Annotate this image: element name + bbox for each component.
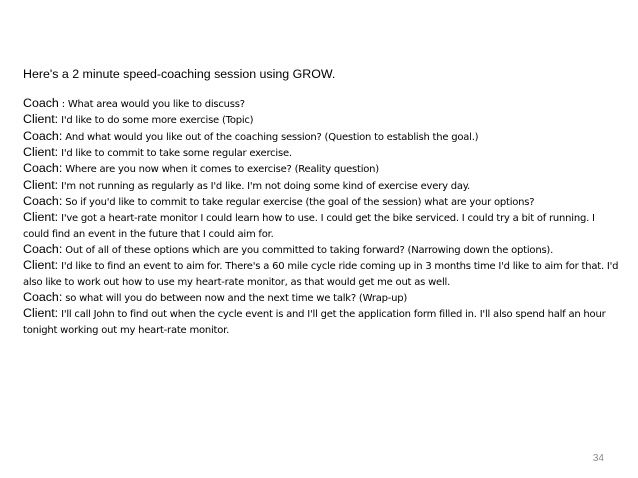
speaker-label: Coach: (23, 128, 63, 143)
turn-text: I'd like to do some more exercise (Topic) (58, 115, 254, 127)
speaker-label: Coach: (23, 242, 63, 257)
turn-text: And what would you like out of the coaching session? (Question to establish the goal.) (62, 131, 479, 143)
turn-text: Where are you now when it comes to exercise? (Reality question) (62, 164, 379, 176)
dialogue-turn (23, 161, 623, 177)
dialogue-turn (23, 96, 623, 112)
dialogue-turn (23, 290, 623, 306)
coaching-dialogue (23, 96, 623, 338)
turn-text: I've got a heart-rate monitor I could learn how to use. I could get the bike serviced. I could try a bit of running. I could find an event in the future that I could aim for. (23, 213, 595, 240)
turn-text: I'll call John to find out when the cycle event is and I'll get the application form filled in. I'll also spend half an hour tonight working out my heart-rate monitor. (23, 309, 606, 336)
dialogue-turn (23, 178, 623, 194)
speaker-label: Client: (23, 112, 59, 127)
intro-heading: Here's a 2 minute speed-coaching session using GROW. (23, 67, 336, 81)
dialogue-turn (23, 210, 623, 242)
turn-text: I'm not running as regularly as I'd like. I'm not doing some kind of exercise every day. (58, 180, 471, 192)
speaker-label: Client: (23, 306, 59, 321)
dialogue-turn (23, 194, 623, 210)
speaker-label: Coach (23, 96, 59, 110)
turn-text: I'd like to find an event to aim for. There's a 60 mile cycle ride coming up in 3 months time I'd like to aim for that. I'd also like to work out how to use my heart-rate monitor, as that would get me out as well. (23, 261, 619, 288)
turn-text: So if you'd like to commit to take regular exercise (the goal of the session) what are your options? (62, 197, 535, 209)
speaker-label: Coach: (23, 290, 63, 305)
dialogue-turn (23, 242, 623, 258)
page-number: 34 (592, 453, 604, 464)
dialogue-turn (23, 129, 623, 145)
turn-text: Out of all of these options which are you committed to taking forward? (Narrowing down the options). (62, 245, 554, 257)
dialogue-turn (23, 306, 623, 338)
turn-text: so what will you do between now and the next time we talk? (Wrap-up) (62, 293, 408, 305)
dialogue-turn (23, 258, 623, 290)
speaker-label: Client: (23, 145, 59, 160)
dialogue-turn (23, 145, 623, 161)
speaker-label: Coach: (23, 194, 63, 209)
dialogue-turn (23, 112, 623, 128)
speaker-label: Client: (23, 177, 59, 192)
speaker-label: Client: (23, 210, 59, 225)
turn-text: I'd like to commit to take some regular exercise. (58, 148, 292, 160)
turn-text: : What area would you like to discuss? (58, 99, 245, 110)
speaker-label: Coach: (23, 161, 63, 176)
speaker-label: Client: (23, 258, 59, 273)
